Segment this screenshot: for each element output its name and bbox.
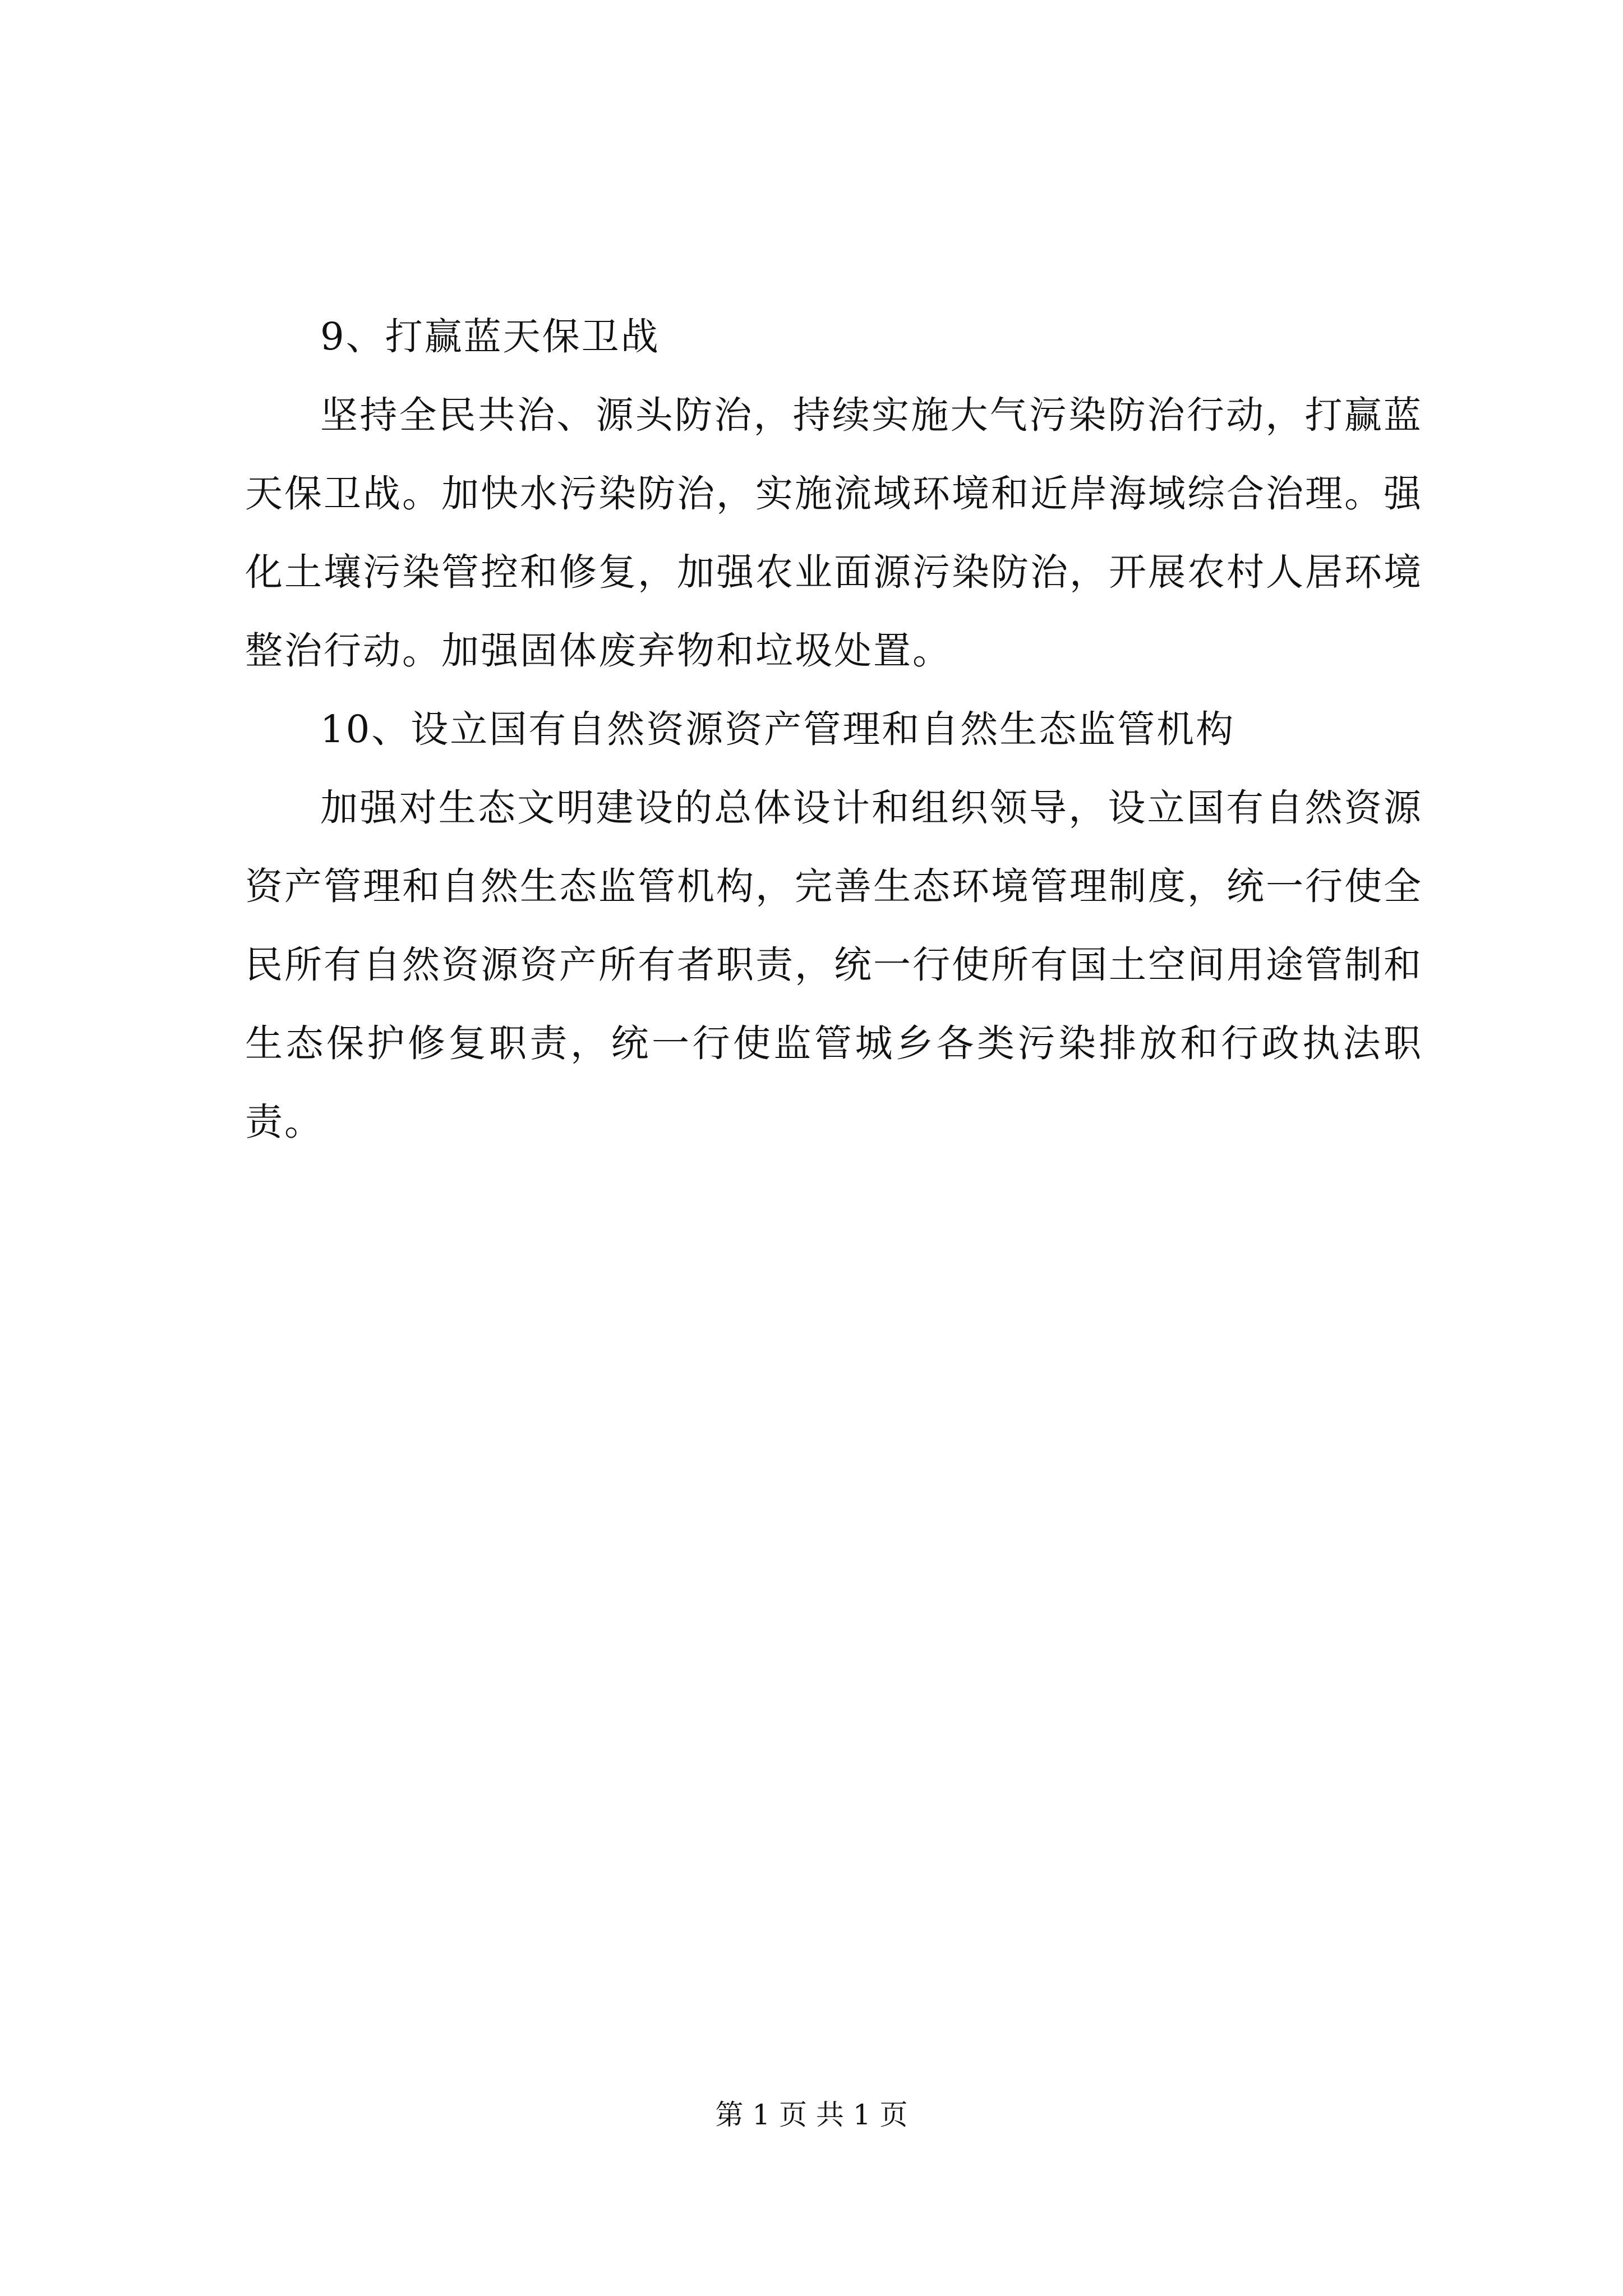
document-body bbox=[245, 297, 1423, 1161]
section-paragraph-10: 加强对生态文明建设的总体设计和组织领导，设立国有自然资源资产管理和自然生态监管机构，完善生态环境管理制度，统一行使全民所有自然资源资产所有者职责，统一行使所有国土空间用途管制和生态保护修复职责，统一行使监管城乡各类污染排放和行政执法职责。 bbox=[245, 786, 1423, 1144]
section-heading-9: 9、打赢蓝天保卫战 bbox=[320, 315, 660, 358]
section-heading-10: 10、设立国有自然资源资产管理和自然生态监管机构 bbox=[320, 707, 1235, 751]
section-paragraph-9: 坚持全民共治、源头防治，持续实施大气污染防治行动，打赢蓝天保卫战。加快水污染防治，实施流域环境和近岸海域综合治理。强化土壤污染管控和修复，加强农业面源污染防治，开展农村人居环境整治行动。加强固体废弃物和垃圾处置。 bbox=[245, 393, 1423, 673]
page-footer: 第 1 页 共 1 页 bbox=[715, 2099, 908, 2131]
